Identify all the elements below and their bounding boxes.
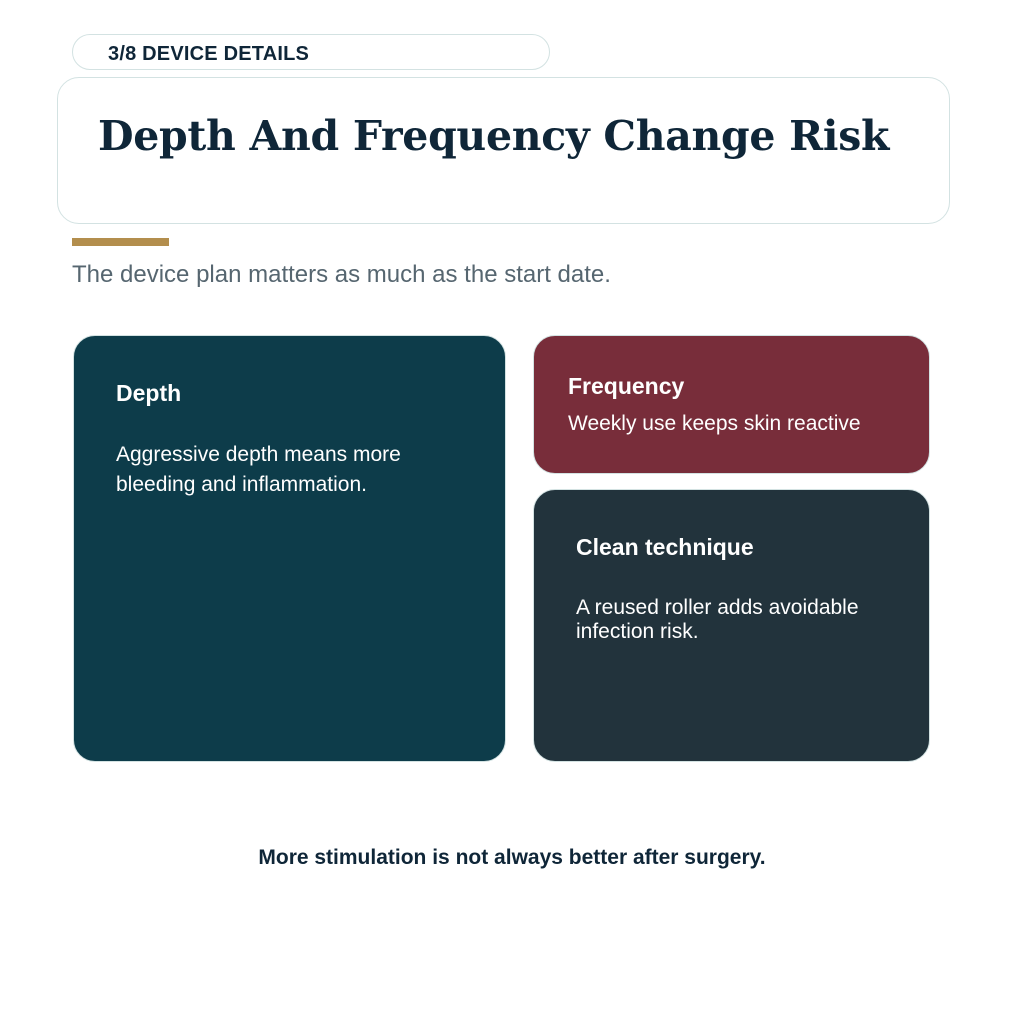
card-depth [73, 335, 506, 762]
card-clean-technique-body: A reused roller adds avoidable infection risk. [576, 596, 859, 643]
footer-note: More stimulation is not always better after surgery. [258, 846, 766, 869]
card-depth-title: Depth [116, 380, 182, 406]
card-frequency [533, 335, 930, 474]
card-depth-body: Aggressive depth means more bleeding and inflammation. [116, 443, 401, 496]
card-clean-technique [533, 489, 930, 762]
step-label: 3/8 DEVICE DETAILS [108, 43, 310, 65]
card-frequency-body: Weekly use keeps skin reactive [568, 412, 861, 435]
page-subtitle: The device plan matters as much as the start date. [72, 261, 611, 288]
card-clean-technique-title: Clean technique [576, 534, 754, 560]
page-title: Depth And Frequency Change Risk [98, 112, 890, 160]
title-panel [57, 77, 950, 224]
accent-divider [72, 238, 169, 246]
card-frequency-title: Frequency [568, 373, 685, 399]
step-pill [72, 34, 550, 70]
